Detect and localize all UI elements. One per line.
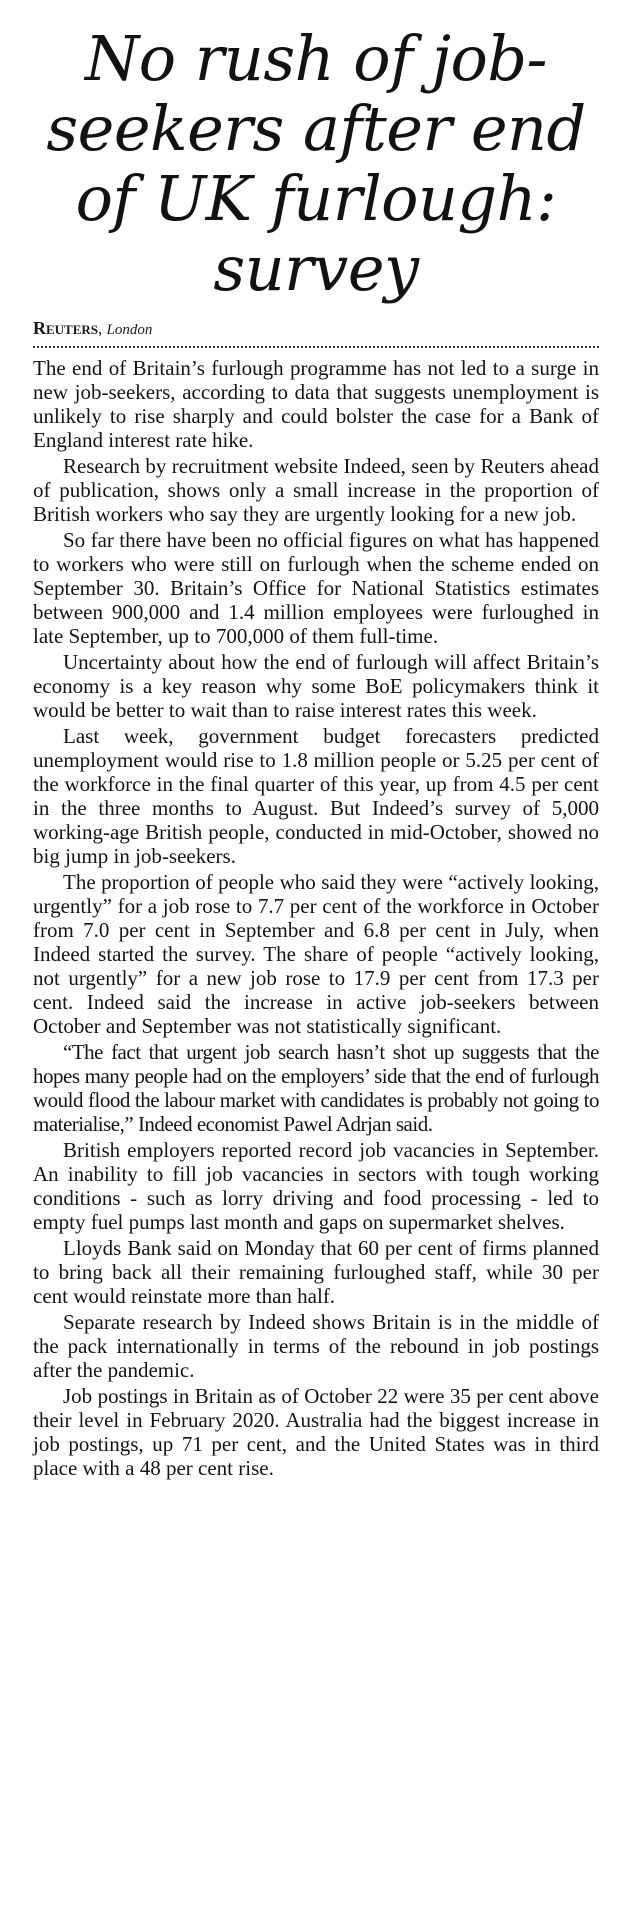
headline: No rush of job-seekers after end of UK furlough: survey	[46, 22, 586, 305]
byline	[33, 317, 599, 341]
paragraph: Last week, government budget forecasters predicted unemployment would rise to 1.8 million people or 5.25 per cent of the workforce in the final quarter of this year, up from 4.5 per cent in the three months to August. But Indeed’s survey of 5,000 working-age British people, conducted in mid-October, showed no big jump in job-seekers.	[33, 724, 599, 868]
paragraph: The end of Britain’s furlough programme has not led to a surge in new job-seekers, according to data that suggests unemployment is unlikely to rise sharply and could bolster the case for a Bank of England interest rate hike.	[33, 356, 599, 452]
dotted-divider	[33, 346, 599, 348]
paragraph: Job postings in Britain as of October 22 were 35 per cent above their level in February 2020. Australia had the biggest increase in job postings, up 71 per cent, and the United States was in third place with a 48 per cent rise.	[33, 1384, 599, 1480]
byline-place: London	[106, 322, 153, 338]
article-body	[33, 356, 599, 1480]
paragraph: Lloyds Bank said on Monday that 60 per cent of firms planned to bring back all their remaining furloughed staff, while 30 per cent would reinstate more than half.	[33, 1236, 599, 1308]
paragraph: The proportion of people who said they were “actively looking, urgently” for a job rose to 7.7 per cent of the workforce in October from 7.0 per cent in September and 6.8 per cent in July, when Indeed started the survey. The share of people “actively looking, not urgently” for a new job rose to 17.9 per cent from 17.3 per cent. Indeed said the increase in active job-seekers between October and September was not statistically significant.	[33, 870, 599, 1038]
byline-separator: ,	[98, 319, 107, 338]
paragraph-quote: “The fact that urgent job search hasn’t shot up suggests that the hopes many people had on the employers’ side that the end of furlough would flood the labour market with candidates is probably not going to materialise,” Indeed economist Pawel Adrjan said.	[33, 1040, 599, 1136]
paragraph: Separate research by Indeed shows Britain is in the middle of the pack internationally in terms of the rebound in job postings after the pandemic.	[33, 1310, 599, 1382]
paragraph: British employers reported record job vacancies in September. An inability to fill job vacancies in sectors with tough working conditions - such as lorry driving and food processing - led to empty fuel pumps last month and gaps on supermarket shelves.	[33, 1138, 599, 1234]
byline-agency: Reuters	[33, 318, 99, 338]
paragraph: Uncertainty about how the end of furlough will affect Britain’s economy is a key reason why some BoE policymakers think it would be better to wait than to raise interest rates this week.	[33, 650, 599, 722]
paragraph: Research by recruitment website Indeed, seen by Reuters ahead of publication, shows only a small increase in the proportion of British workers who say they are urgently looking for a new job.	[33, 454, 599, 526]
paragraph: So far there have been no official figures on what has happened to workers who were still on furlough when the scheme ended on September 30. Britain’s Office for National Statistics estimates between 900,000 and 1.4 million employees were furloughed in late September, up to 700,000 of them full-time.	[33, 528, 599, 648]
